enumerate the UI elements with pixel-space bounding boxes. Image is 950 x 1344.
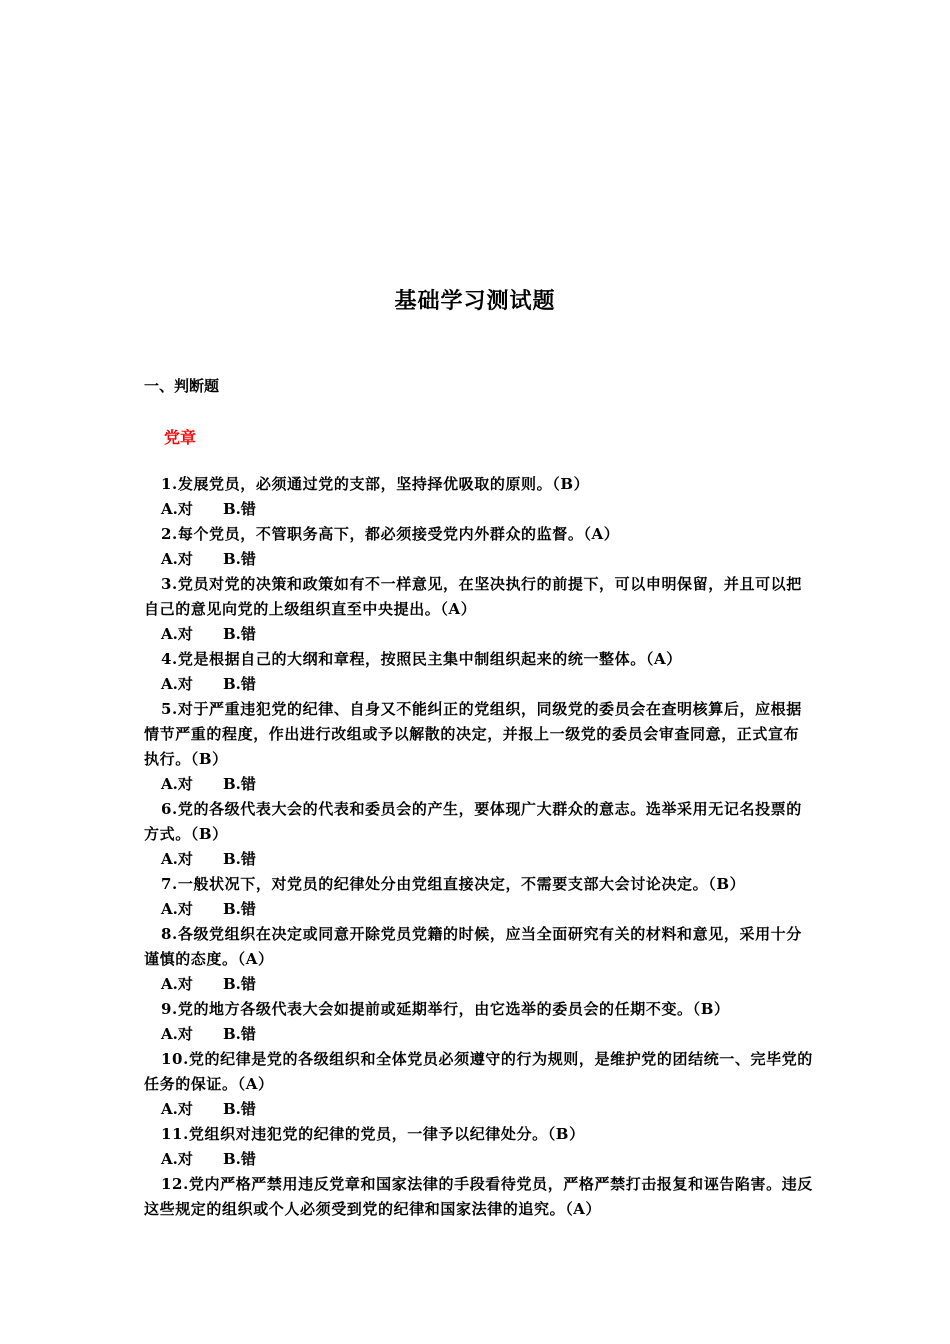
answer-options — [144, 847, 814, 872]
answer-options — [144, 897, 814, 922]
option-false: B.错 — [223, 1025, 256, 1043]
option-true: A.对 — [161, 775, 193, 793]
section-heading: 一、判断题 — [144, 377, 220, 395]
option-false: B.错 — [223, 850, 256, 868]
option-false: B.错 — [223, 550, 256, 568]
question-text: 4.党是根据自己的大纲和章程，按照民主集中制组织起来的统一整体。（A） — [161, 650, 682, 668]
answer-options — [144, 672, 814, 697]
question-text: 10.党的纪律是党的各级组织和全体党员必须遵守的行为规则，是维护党的团结统一、完毕党的任务的保证。（A） — [144, 1050, 813, 1093]
question-text: 12.党内严格严禁用违反党章和国家法律的手段看待党员，严格严禁打击报复和诬告陷害。违反这些规定的组织或个人必须受到党的纪律和国家法律的追究。（A） — [144, 1175, 813, 1218]
option-false: B.错 — [223, 1100, 256, 1118]
option-false: B.错 — [223, 775, 256, 793]
option-false: B.错 — [223, 1150, 256, 1168]
question-list — [144, 472, 814, 1222]
subsection-heading: 党章 — [164, 428, 197, 447]
option-true: A.对 — [161, 975, 193, 993]
question-text: 9.党的地方各级代表大会如提前或延期举行，由它选举的委员会的任期不变。（B） — [161, 1000, 730, 1018]
question-text: 8.各级党组织在决定或同意开除党员党籍的时候，应当全面研究有关的材料和意见，采用十分谨慎的态度。（A） — [144, 925, 802, 968]
question-text: 11.党组织对违犯党的纪律的党员，一律予以纪律处分。（B） — [161, 1125, 585, 1143]
answer-options — [144, 1147, 814, 1172]
option-true: A.对 — [161, 675, 193, 693]
option-true: A.对 — [161, 1025, 193, 1043]
answer-options — [144, 772, 814, 797]
option-false: B.错 — [223, 975, 256, 993]
question-text: 3.党员对党的决策和政策如有不一样意见，在坚决执行的前提下，可以申明保留，并且可以把自己的意见向党的上级组织直至中央提出。（A） — [144, 575, 802, 618]
option-true: A.对 — [161, 900, 193, 918]
answer-options — [144, 547, 814, 572]
option-false: B.错 — [223, 900, 256, 918]
answer-options — [144, 622, 814, 647]
answer-options — [144, 1022, 814, 1047]
question-text: 6.党的各级代表大会的代表和委员会的产生，要体现广大群众的意志。选举采用无记名投票的方式。（B） — [144, 800, 802, 843]
answer-options — [144, 972, 814, 997]
option-false: B.错 — [223, 500, 256, 518]
option-true: A.对 — [161, 1100, 193, 1118]
question-text: 7.一般状况下，对党员的纪律处分由党组直接决定，不需要支部大会讨论决定。（B） — [161, 875, 746, 893]
option-true: A.对 — [161, 1150, 193, 1168]
option-true: A.对 — [161, 625, 193, 643]
option-false: B.错 — [223, 675, 256, 693]
option-true: A.对 — [161, 850, 193, 868]
answer-options — [144, 497, 814, 522]
question-text: 2.每个党员，不管职务高下，都必须接受党内外群众的监督。（A） — [161, 525, 620, 543]
option-true: A.对 — [161, 550, 193, 568]
option-false: B.错 — [223, 625, 256, 643]
question-text: 1.发展党员，必须通过党的支部，坚持择优吸取的原则。（B） — [161, 475, 590, 493]
answer-options — [144, 1097, 814, 1122]
document-title: 基础学习测试题 — [394, 288, 556, 314]
question-text: 5.对于严重违犯党的纪律、自身又不能纠正的党组织，同级党的委员会在查明核算后，应根据情节严重的程度，作出进行改组或予以解散的决定，并报上一级党的委员会审查同意，正式宣布执行。（B） — [144, 700, 802, 768]
option-true: A.对 — [161, 500, 193, 518]
